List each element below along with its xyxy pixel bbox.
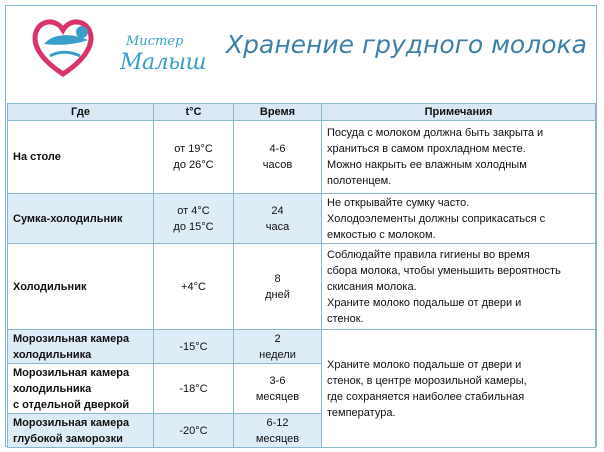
note-line: Не открывайте сумку часто. — [327, 196, 470, 209]
time-line: часов — [262, 159, 293, 171]
temp-line: +4°С — [181, 280, 206, 293]
note-line: температура. — [327, 406, 396, 419]
time-line: месяцев — [255, 432, 300, 445]
cell-time — [234, 244, 322, 330]
temp-line: от 19°С — [174, 143, 213, 155]
column-header-notes: Примечания — [322, 104, 596, 121]
time-line: 2 — [274, 332, 281, 345]
cell-temp — [154, 121, 234, 194]
cell-temp — [154, 194, 234, 244]
note-line: Соблюдайте правила гигиены во время — [327, 248, 530, 261]
time-line: 3-6 — [269, 374, 286, 387]
table-header-row — [8, 104, 596, 121]
where-line: Морозильная камера — [13, 366, 130, 379]
note-line: храниться в самом прохладном месте. — [327, 143, 526, 155]
note-line: Можно накрыть ее влажным холодным — [327, 159, 527, 171]
cell-where — [8, 414, 154, 448]
note-line: сбора молока, чтобы уменьшить вероятность — [327, 264, 561, 277]
where-line: На столе — [13, 151, 61, 163]
time-line: 6-12 — [266, 416, 289, 429]
cell-time — [234, 414, 322, 448]
table-row — [8, 194, 596, 244]
temp-line: от 4°С — [177, 204, 210, 217]
cell-where — [8, 121, 154, 194]
cell-where — [8, 364, 154, 414]
time-line: 24 — [271, 204, 284, 217]
note-line: Храните молоко подальше от двери и — [327, 296, 522, 309]
where-line: Сумка-холодильник — [13, 212, 123, 225]
where-line: холодильника — [13, 382, 92, 395]
page-title: Хранение грудного молока — [226, 30, 587, 59]
logo-line2: Малыш — [120, 50, 206, 75]
cell-temp — [154, 244, 234, 330]
time-line: месяцев — [255, 390, 300, 403]
note-line: емкостью с молоком. — [327, 228, 436, 241]
cell-freezer-note — [322, 330, 596, 448]
temp-line: -15°С — [179, 340, 208, 353]
cell-time — [234, 121, 322, 194]
storage-table — [7, 103, 596, 448]
cell-time — [234, 194, 322, 244]
note-line: стенок, в центре морозильной камеры, — [327, 374, 527, 387]
note-line: Посуда с молоком должна быть закрыта и — [327, 127, 544, 139]
column-header-where: Где — [8, 104, 154, 121]
note-line: Храните молоко подальше от двери и — [327, 358, 522, 371]
time-line: 8 — [274, 272, 281, 285]
table-row — [8, 121, 596, 194]
where-line: холодильника — [13, 348, 92, 361]
where-line: Морозильная камера — [13, 416, 130, 429]
where-line: Холодильник — [13, 280, 87, 293]
cell-temp — [154, 414, 234, 448]
where-line: с отдельной дверкой — [13, 398, 130, 411]
cell-temp — [154, 364, 234, 414]
time-line: часа — [265, 220, 290, 233]
time-line: недели — [259, 348, 296, 361]
table-row — [8, 244, 596, 330]
cell-temp — [154, 330, 234, 364]
column-header-time: Время — [234, 104, 322, 121]
cell-note — [322, 194, 596, 244]
temp-line: -18°С — [179, 382, 208, 395]
where-line: глубокой заморозки — [13, 432, 123, 445]
cell-where — [8, 244, 154, 330]
cell-where — [8, 194, 154, 244]
heart-logo-icon — [30, 14, 125, 84]
temp-line: -20°С — [179, 424, 208, 437]
note-line: Холодоэлементы должны соприкасаться с — [327, 212, 546, 225]
temp-line: до 15°С — [173, 220, 214, 233]
where-line: Морозильная камера — [13, 332, 130, 345]
cell-where — [8, 330, 154, 364]
logo — [30, 14, 206, 84]
note-line: скисания молока. — [327, 280, 417, 293]
temp-line: до 26°С — [173, 159, 214, 171]
cell-note — [322, 121, 596, 194]
cell-note — [322, 244, 596, 330]
note-line: стенок. — [327, 312, 364, 325]
logo-line1: Мистер — [126, 34, 184, 49]
note-line: где сохраняется наиболее стабильная — [327, 390, 525, 403]
cell-time — [234, 364, 322, 414]
column-header-temp: t°С — [154, 104, 234, 121]
table-row — [8, 330, 596, 364]
time-line: дней — [265, 288, 290, 301]
note-line: полотенцем. — [327, 175, 392, 187]
time-line: 4-6 — [269, 143, 286, 155]
cell-time — [234, 330, 322, 364]
